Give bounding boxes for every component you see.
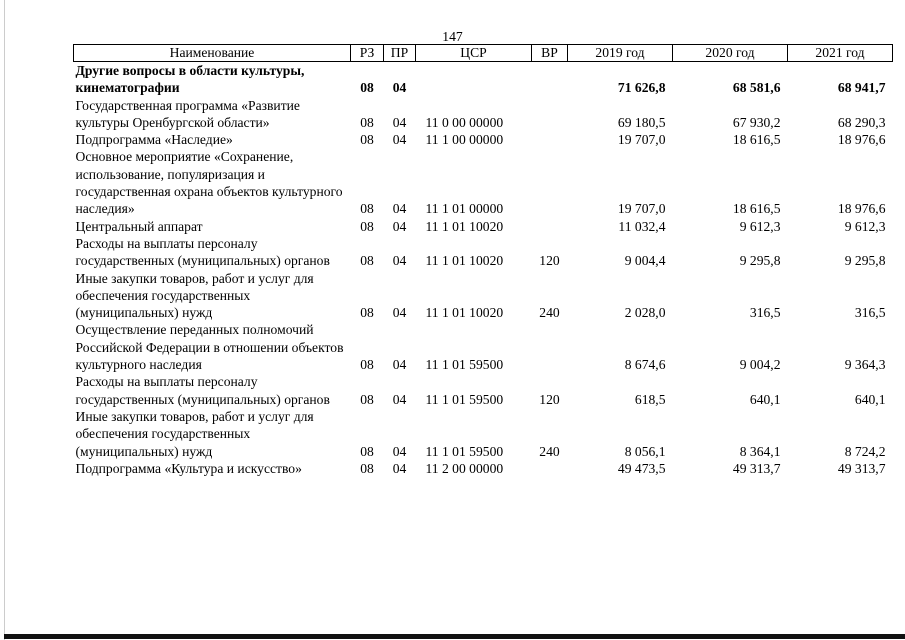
cell-rz: 08 bbox=[360, 357, 374, 373]
header-pr: ПР bbox=[384, 45, 416, 62]
cell-csr: 11 1 01 10020 bbox=[425, 218, 504, 234]
cell-pr: 04 bbox=[392, 132, 407, 148]
cell-2020: 67 930,2 bbox=[732, 114, 781, 130]
cell-2020: 9 004,2 bbox=[739, 357, 781, 373]
cell-vr: 120 bbox=[539, 391, 560, 407]
cell-2021: 18 976,6 bbox=[837, 132, 886, 148]
cell-name: Осуществление переданных полномочий Российской Федерации в отношении объектов культурного наследия bbox=[75, 322, 344, 373]
table-row bbox=[74, 62, 893, 97]
cell-2019: 8 674,6 bbox=[624, 357, 666, 373]
cell-pr: 04 bbox=[392, 443, 407, 459]
table-row bbox=[74, 373, 893, 408]
cell-2021: 68 941,7 bbox=[837, 80, 886, 96]
cell-2019: 2 028,0 bbox=[624, 305, 666, 321]
table-body bbox=[74, 62, 893, 478]
cell-pr: 04 bbox=[392, 114, 407, 130]
cell-pr: 04 bbox=[392, 201, 407, 217]
cell-2019: 19 707,0 bbox=[617, 201, 666, 217]
cell-2021: 9 612,3 bbox=[844, 218, 886, 234]
cell-vr bbox=[532, 148, 568, 217]
cell-rz: 08 bbox=[360, 132, 374, 148]
header-csr: ЦСР bbox=[416, 45, 532, 62]
cell-rz: 08 bbox=[360, 201, 374, 217]
cell-2020: 18 616,5 bbox=[732, 132, 781, 148]
cell-name: Государственная программа «Развитие культуры Оренбургской области» bbox=[75, 97, 300, 130]
cell-2021: 8 724,2 bbox=[844, 443, 886, 459]
cell-name: Подпрограмма «Культура и искусство» bbox=[75, 460, 302, 476]
table-row bbox=[74, 218, 893, 235]
cell-2020: 18 616,5 bbox=[732, 201, 781, 217]
table-row bbox=[74, 235, 893, 270]
page-number: 147 bbox=[442, 29, 463, 44]
table-row bbox=[74, 321, 893, 373]
cell-vr: 240 bbox=[539, 443, 560, 459]
cell-name: Расходы на выплаты персоналу государственных (муниципальных) органов bbox=[75, 235, 330, 269]
cell-vr bbox=[532, 131, 568, 148]
cell-name: Подпрограмма «Наследие» bbox=[75, 132, 233, 148]
header-2019: 2019 год bbox=[568, 45, 673, 62]
cell-2021: 316,5 bbox=[854, 305, 886, 321]
cell-name: Центральный аппарат bbox=[75, 218, 203, 234]
cell-2019: 8 056,1 bbox=[624, 443, 666, 459]
cell-vr bbox=[532, 460, 568, 477]
header-vr: ВР bbox=[532, 45, 568, 62]
cell-rz: 08 bbox=[360, 253, 374, 269]
table-header-row bbox=[74, 45, 893, 62]
bottom-border bbox=[4, 634, 905, 639]
cell-2021: 9 364,3 bbox=[844, 357, 886, 373]
cell-vr: 240 bbox=[539, 305, 560, 321]
cell-name: Иные закупки товаров, работ и услуг для обеспечения государственных (муниципальных) нужд bbox=[75, 270, 314, 321]
cell-2020: 68 581,6 bbox=[732, 80, 781, 96]
cell-name: Основное мероприятие «Сохранение, использование, популяризация и государственная охрана объектов культурного наследия» bbox=[75, 149, 343, 217]
cell-2019: 69 180,5 bbox=[617, 114, 666, 130]
cell-2021: 9 295,8 bbox=[844, 253, 886, 269]
cell-rz: 08 bbox=[360, 305, 374, 321]
cell-csr: 11 1 01 59500 bbox=[425, 443, 504, 459]
cell-csr bbox=[416, 62, 532, 97]
cell-rz: 08 bbox=[360, 218, 374, 234]
cell-csr: 11 1 00 00000 bbox=[425, 132, 504, 148]
cell-2020: 640,1 bbox=[749, 391, 781, 407]
cell-pr: 04 bbox=[392, 460, 407, 476]
cell-2020: 9 295,8 bbox=[739, 253, 781, 269]
header-2021: 2021 год bbox=[788, 45, 893, 62]
cell-2020: 49 313,7 bbox=[732, 460, 781, 476]
table-row bbox=[74, 131, 893, 148]
cell-pr: 04 bbox=[392, 80, 407, 96]
cell-csr: 11 1 01 10020 bbox=[425, 305, 504, 321]
header-rz: РЗ bbox=[351, 45, 384, 62]
cell-rz: 08 bbox=[360, 114, 374, 130]
cell-2019: 71 626,8 bbox=[617, 80, 666, 96]
cell-csr: 11 0 00 00000 bbox=[425, 114, 504, 130]
cell-rz: 08 bbox=[360, 391, 374, 407]
cell-csr: 11 1 01 00000 bbox=[425, 201, 504, 217]
cell-2020: 9 612,3 bbox=[739, 218, 781, 234]
cell-rz: 08 bbox=[360, 443, 374, 459]
cell-2020: 316,5 bbox=[749, 305, 781, 321]
cell-csr: 11 1 01 59500 bbox=[425, 357, 504, 373]
table-row bbox=[74, 460, 893, 477]
header-name: Наименование bbox=[74, 45, 351, 62]
cell-2021: 49 313,7 bbox=[837, 460, 886, 476]
cell-name: Иные закупки товаров, работ и услуг для обеспечения государственных (муниципальных) нужд bbox=[75, 408, 314, 459]
cell-2019: 11 032,4 bbox=[618, 218, 666, 234]
cell-pr: 04 bbox=[392, 305, 407, 321]
cell-pr: 04 bbox=[392, 253, 407, 269]
cell-pr: 04 bbox=[392, 357, 407, 373]
table-row bbox=[74, 97, 893, 132]
cell-vr bbox=[532, 321, 568, 373]
page-left-edge bbox=[4, 0, 5, 640]
cell-2019: 9 004,4 bbox=[624, 253, 666, 269]
cell-name: Расходы на выплаты персоналу государственных (муниципальных) органов bbox=[75, 374, 330, 407]
cell-2019: 618,5 bbox=[634, 391, 666, 407]
cell-2020: 8 364,1 bbox=[739, 443, 781, 459]
cell-rz: 08 bbox=[360, 80, 374, 96]
table-row bbox=[74, 270, 893, 322]
cell-vr: 120 bbox=[539, 253, 560, 269]
cell-2019: 49 473,5 bbox=[617, 460, 666, 476]
cell-2021: 68 290,3 bbox=[837, 114, 886, 130]
cell-pr: 04 bbox=[392, 391, 407, 407]
table-row bbox=[74, 148, 893, 217]
cell-name: Другие вопросы в области культуры, кинематографии bbox=[75, 63, 305, 96]
cell-2019: 19 707,0 bbox=[617, 132, 666, 148]
header-2020: 2020 год bbox=[673, 45, 788, 62]
cell-2021: 18 976,6 bbox=[837, 201, 886, 217]
cell-csr: 11 2 00 00000 bbox=[425, 460, 504, 476]
cell-pr: 04 bbox=[392, 218, 407, 234]
budget-table bbox=[73, 44, 893, 477]
cell-csr: 11 1 01 10020 bbox=[425, 253, 504, 269]
table-row bbox=[74, 408, 893, 460]
cell-vr bbox=[532, 218, 568, 235]
cell-vr bbox=[532, 97, 568, 132]
cell-2021: 640,1 bbox=[854, 391, 886, 407]
cell-csr: 11 1 01 59500 bbox=[425, 391, 504, 407]
cell-rz: 08 bbox=[360, 460, 374, 476]
cell-vr bbox=[532, 62, 568, 97]
